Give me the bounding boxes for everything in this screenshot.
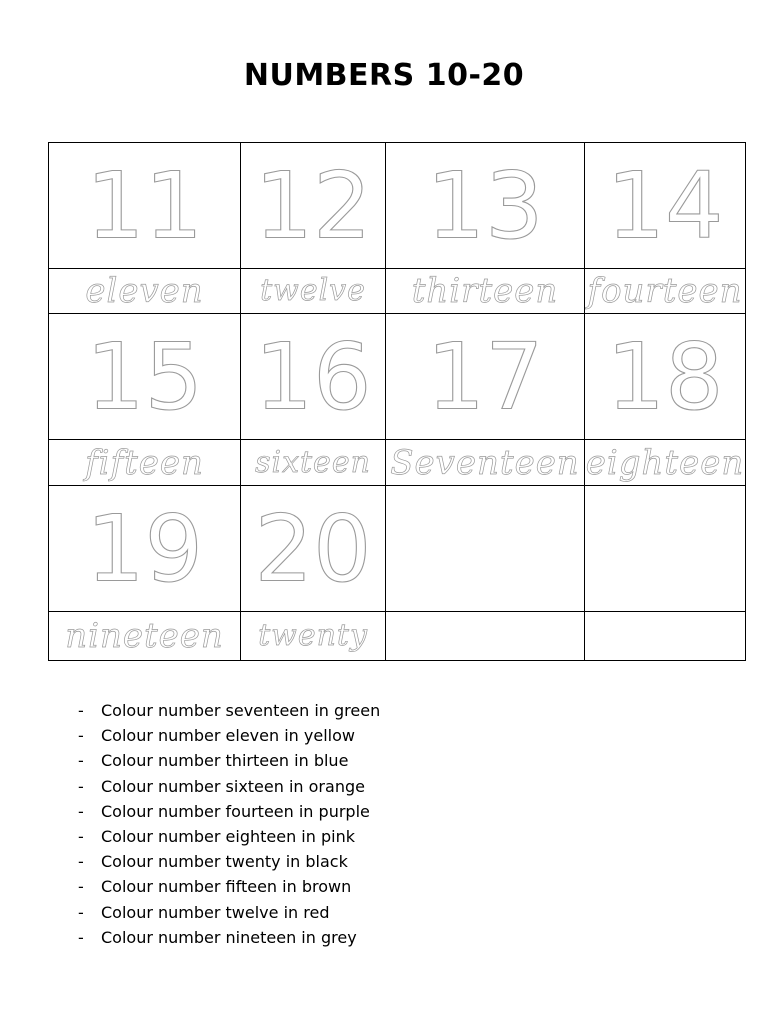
bullet-dash: - [78, 902, 84, 922]
number-word: thirteen [411, 271, 559, 311]
word-cell [49, 440, 240, 485]
bullet-dash: - [78, 701, 84, 720]
bullet-dash: - [78, 852, 84, 872]
word-cell [585, 269, 745, 313]
bullet-dash: - [78, 826, 84, 846]
number-word: eighteen [585, 442, 745, 483]
bullet-dash: - [78, 726, 84, 746]
outlined-number [585, 486, 745, 611]
outlined-number [49, 486, 240, 611]
instruction-item: - Colour number seventeen in green [78, 698, 380, 723]
number-word: nineteen [65, 616, 224, 656]
word-cell [241, 440, 385, 485]
number-text: 13 [426, 152, 544, 260]
number-word: sixteen [255, 444, 371, 480]
number-text: 12 [254, 152, 372, 260]
number-word: twenty [258, 618, 368, 653]
number-cell [585, 486, 745, 611]
number-cell [585, 143, 745, 268]
instruction-item: - Colour number twelve in red [78, 900, 380, 925]
outlined-number [241, 314, 385, 439]
number-grid [48, 142, 746, 661]
instruction-item: - Colour number eleven in yellow [78, 723, 380, 748]
page-title: NUMBERS 10-20 [243, 58, 525, 93]
word-cell [49, 269, 240, 313]
number-cell [241, 314, 385, 439]
number-cell [49, 486, 240, 611]
instruction-item: - Colour number fifteen in brown [78, 874, 380, 899]
number-text: 15 [85, 323, 204, 431]
bullet-dash: - [78, 751, 84, 771]
number-text: 17 [426, 323, 544, 431]
number-text: 20 [254, 495, 372, 603]
number-text: 18 [606, 323, 724, 431]
outlined-number [386, 314, 584, 439]
bullet-dash: - [78, 927, 84, 947]
number-cell [241, 143, 385, 268]
outlined-number [585, 143, 745, 268]
number-cell [49, 314, 240, 439]
bullet-dash: - [78, 877, 84, 897]
outlined-number [386, 486, 584, 611]
instruction-item: - Colour number nineteen in grey [78, 925, 380, 950]
number-cell [241, 486, 385, 611]
instruction-item: - Colour number sixteen in orange [78, 774, 380, 799]
number-word: twelve [260, 273, 366, 308]
word-cell [585, 612, 745, 660]
number-cell [585, 314, 745, 439]
word-cell [585, 440, 745, 485]
number-cell [386, 314, 584, 439]
number-text: 11 [85, 152, 204, 260]
outlined-number [386, 143, 584, 268]
word-cell [386, 612, 584, 660]
outlined-number [49, 314, 240, 439]
bullet-dash: - [78, 801, 84, 821]
outlined-number [585, 314, 745, 439]
number-word: Seventeen [390, 442, 580, 483]
number-word: eleven [85, 271, 204, 311]
number-text: 14 [606, 152, 724, 260]
grid-vertical-line [745, 142, 746, 661]
outlined-number [241, 486, 385, 611]
number-word: fourteen [587, 271, 743, 311]
outlined-number [49, 143, 240, 268]
instruction-item: - Colour number fourteen in purple [78, 799, 380, 824]
instruction-item: - Colour number twenty in black [78, 849, 380, 874]
word-cell [386, 440, 584, 485]
word-cell [241, 612, 385, 660]
number-cell [49, 143, 240, 268]
instruction-list [78, 698, 380, 950]
instruction-item: - Colour number eighteen in pink [78, 824, 380, 849]
number-text: 19 [85, 495, 204, 603]
instruction-item: - Colour number thirteen in blue [78, 748, 380, 773]
word-cell [49, 612, 240, 660]
bullet-dash: - [78, 776, 84, 796]
outlined-number [241, 143, 385, 268]
number-text: 16 [254, 323, 372, 431]
number-cell [386, 143, 584, 268]
grid-horizontal-line [48, 660, 746, 661]
number-cell [386, 486, 584, 611]
word-cell [386, 269, 584, 313]
word-cell [241, 269, 385, 313]
number-word: fifteen [85, 442, 204, 483]
